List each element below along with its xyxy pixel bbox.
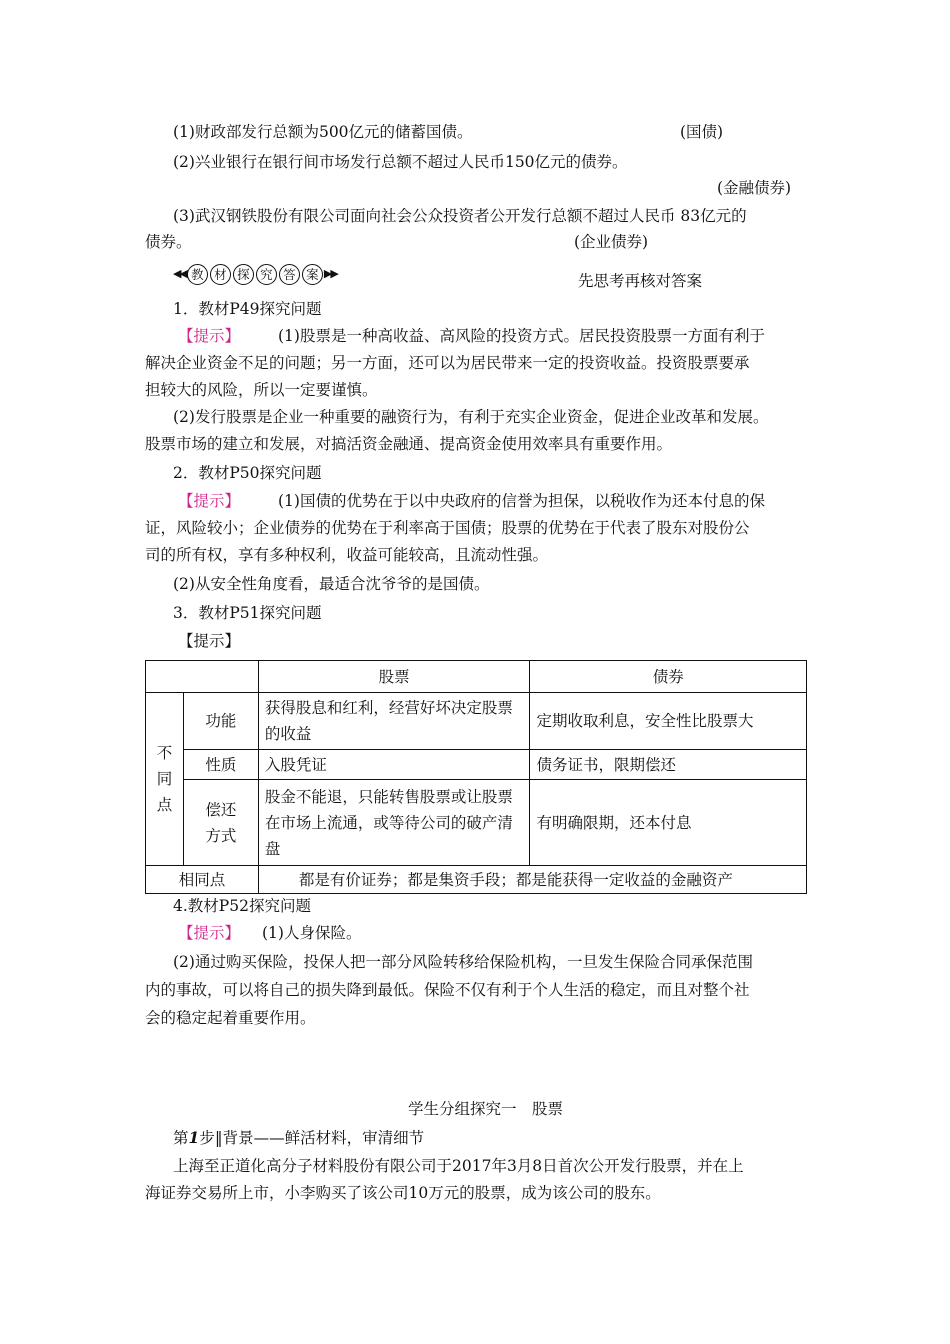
q4-text: 会的稳定起着重要作用。 (145, 1009, 316, 1027)
bond-example-1: (1)财政部发行总额为500亿元的储蓄国债。 (173, 123, 473, 141)
stock-bond-comparison-table (145, 660, 807, 894)
section-title: 学生分组探究一 股票 (408, 1100, 564, 1118)
q2-text: (1)国债的优势在于以中央政府的信誉为担保，以税收作为还本付息的保 (278, 492, 765, 510)
section-text: 上海至正道化高分子材料股份有限公司于2017年3月8日首次公开发行股票，并在上 (173, 1157, 744, 1175)
step-heading (173, 1127, 424, 1149)
q1-text: (2)发行股票是企业一种重要的融资行为，有利于充实企业资金，促进企业改革和发展。 (173, 408, 769, 426)
banner-char: 案 (302, 264, 323, 285)
bond-example-2-answer: (金融债券) (717, 179, 792, 197)
bond-example-3: (3)武汉钢铁股份有限公司面向社会公众投资者公开发行总额不超过人民币 83亿元的 (173, 207, 747, 225)
q1-heading: 1．教材P49探究问题 (173, 300, 322, 318)
bond-example-3-answer: (企业债券) (574, 233, 649, 251)
diff-label-char: 点 (156, 796, 173, 814)
cell-bond-nature: 债务证书，限期偿还 (530, 750, 807, 780)
banner-subtitle: 先思考再核对答案 (578, 272, 703, 290)
banner-char: 探 (233, 264, 254, 285)
q3-hint-label: 【提示】 (178, 632, 241, 650)
q2-heading: 2．教材P50探究问题 (173, 464, 322, 482)
col-header-bond: 债券 (530, 661, 807, 693)
table-corner-cell (146, 661, 259, 693)
cell-stock-nature: 入股凭证 (258, 750, 530, 780)
cell-stock-repayment: 股金不能退，只能转售股票或让股票在市场上流通，或等待公司的破产清盘 (258, 780, 530, 866)
q4-hint-label: 【提示】 (178, 924, 241, 942)
q4-text: (2)通过购买保险，投保人把一部分风险转移给保险机构，一旦发生保险合同承保范围 (173, 953, 753, 971)
diff-label-cell (146, 693, 184, 866)
q2-text: (2)从安全性角度看，最适合沈爷爷的是国债。 (173, 575, 490, 593)
row-label-same: 相同点 (146, 866, 259, 894)
q4-heading: 4.教材P52探究问题 (173, 897, 311, 915)
q1-text: (1)股票是一种高收益、高风险的投资方式。居民投资股票一方面有利于 (278, 327, 765, 345)
q2-text: 证，风险较小；企业债券的优势在于利率高于国债；股票的优势在于代表了股东对股份公 (145, 519, 750, 537)
section-text: 海证券交易所上市，小李购买了该公司10万元的股票，成为该公司的股东。 (145, 1184, 661, 1202)
step-number: 1 (188, 1128, 200, 1147)
q2-hint-label: 【提示】 (178, 492, 241, 510)
banner-char: 究 (256, 264, 277, 285)
left-arrows-icon: ◀◀ (173, 267, 186, 280)
q1-text: 担较大的风险，所以一定要谨慎。 (145, 381, 378, 399)
row-label-nature: 性质 (183, 750, 258, 780)
cell-same-value: 都是有价证券；都是集资手段；都是能获得一定收益的金融资产 (258, 866, 806, 894)
q4-text: (1)人身保险。 (262, 924, 362, 942)
right-arrows-icon: ▶▶ (323, 267, 337, 280)
cell-bond-function: 定期收取利息，安全性比股票大 (530, 693, 807, 750)
cell-bond-repayment: 有明确限期，还本付息 (530, 780, 807, 866)
row-label-function: 功能 (183, 693, 258, 750)
q1-hint-label: 【提示】 (178, 327, 241, 345)
bond-example-1-answer: (国债) (680, 123, 724, 141)
diff-label-char: 不 (156, 744, 173, 762)
row-label-repayment: 偿还方式 (183, 780, 258, 866)
q2-text: 司的所有权，享有多种权利，收益可能较高，且流动性强。 (145, 546, 549, 564)
col-header-stock: 股票 (258, 661, 530, 693)
bond-example-2: (2)兴业银行在银行间市场发行总额不超过人民币150亿元的债券。 (173, 153, 628, 171)
q1-text: 股票市场的建立和发展，对搞活资金融通、提高资金使用效率具有重要作用。 (145, 435, 673, 453)
banner-char: 答 (279, 264, 300, 285)
step-suffix: 步‖背景——鲜活材料，审清细节 (199, 1129, 425, 1147)
cell-stock-function: 获得股息和红利，经营好坏决定股票的收益 (258, 693, 530, 750)
banner-char: 教 (187, 264, 208, 285)
bond-example-3-cont: 债券。 (145, 233, 192, 251)
banner-char: 材 (210, 264, 231, 285)
q1-text: 解决企业资金不足的问题；另一方面，还可以为居民带来一定的投资收益。投资股票要承 (145, 354, 750, 372)
diff-label-char: 同 (156, 770, 173, 788)
q3-heading: 3．教材P51探究问题 (173, 604, 322, 622)
section-banner (173, 262, 337, 286)
step-prefix: 第 (173, 1129, 189, 1147)
q4-text: 内的事故，可以将自己的损失降到最低。保险不仅有利于个人生活的稳定，而且对整个社 (145, 981, 750, 999)
